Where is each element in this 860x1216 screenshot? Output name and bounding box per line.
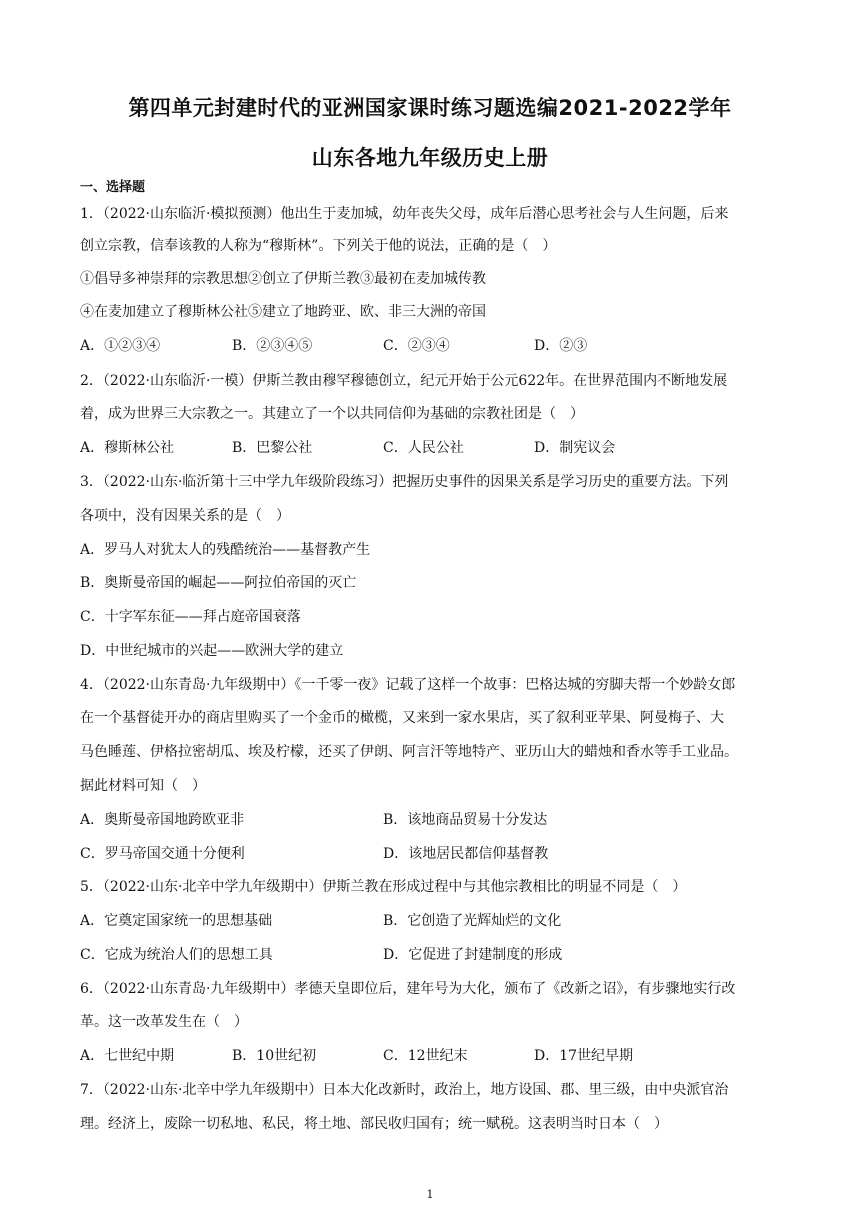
question-7-text: 理。经济上，废除一切私地、私民，将土地、部民收归国有；统一赋税。这表明当时日本（ ） — [80, 1116, 668, 1132]
question-5-option-a: A．它奠定国家统一的思想基础 — [80, 913, 273, 929]
document-title-line2: 山东各地九年级历史上册 — [311, 146, 549, 170]
question-3-text: 3．（2022·山东·临沂第十三中学九年级阶段练习）把握历史事件的因果关系是学习历史的重要方法。下列 — [80, 474, 729, 490]
question-1-option-d: D．②③ — [534, 338, 588, 354]
question-1-option-b: B．②③④⑤ — [232, 338, 313, 354]
question-6-option-a: A．七世纪中期 — [80, 1048, 175, 1064]
question-1-text: 1．（2022·山东临沂·模拟预测）他出生于麦加城，幼年丧失父母，成年后潜心思考社会与人生问题，后来 — [80, 206, 729, 222]
question-2-text: 2．（2022·山东临沂·一模）伊斯兰教由穆罕穆德创立，纪元开始于公元622年。在世界范围内不断地发展 — [80, 373, 728, 389]
question-5-text: 5．（2022·山东·北辛中学九年级期中）伊斯兰教在形成过程中与其他宗教相比的明显不同是（ ） — [80, 879, 687, 895]
question-2-option-c: C．人民公社 — [383, 440, 464, 456]
question-3-option-d: D．中世纪城市的兴起——欧洲大学的建立 — [80, 643, 344, 659]
question-6-text: 6．（2022·山东青岛·九年级期中）孝德天皇即位后，建年号为大化，颁布了《改新之诏》，有步骤地实行改 — [80, 981, 736, 997]
question-1-option-a: A．①②③④ — [80, 338, 161, 354]
question-4-option-b: B．该地商品贸易十分发达 — [383, 812, 548, 828]
question-4-option-a: A．奥斯曼帝国地跨欧亚非 — [80, 812, 245, 828]
question-6-option-b: B．10世纪初 — [232, 1048, 317, 1064]
question-2-option-d: D．制宪议会 — [534, 440, 616, 456]
question-5-option-b: B．它创造了光辉灿烂的文化 — [383, 913, 562, 929]
section-heading: 一、选择题 — [80, 180, 146, 195]
question-3-option-c: C．十字军东征——拜占庭帝国衰落 — [80, 609, 301, 625]
question-4-option-d: D．该地居民都信仰基督教 — [383, 846, 549, 862]
question-4-option-c: C．罗马帝国交通十分便利 — [80, 846, 245, 862]
question-4-text: 在一个基督徒开办的商店里购买了一个金币的橄榄，又来到一家水果店，买了叙利亚苹果、阿曼梅子、大 — [80, 710, 724, 726]
question-4-text: 马色睡莲、伊格拉密胡瓜、埃及柠檬，还买了伊朗、阿言汗等地特产、亚历山大的蜡烛和香水等手工业品。 — [80, 744, 738, 760]
question-4-text: 4．（2022·山东青岛·九年级期中）《一千零一夜》记载了这样一个故事：巴格达城的穷脚夫帮一个妙龄女郎 — [80, 677, 736, 693]
question-1-option-c: C．②③④ — [383, 338, 450, 354]
question-1-statement: ④在麦加建立了穆斯林公社⑤建立了地跨亚、欧、非三大洲的帝国 — [80, 304, 486, 320]
page-number: 1 — [426, 1188, 434, 1201]
question-7-text: 7．（2022·山东·北辛中学九年级期中）日本大化改新时，政治上，地方设国、郡、里三级，由中央派官治 — [80, 1082, 729, 1098]
question-6-option-d: D．17世纪早期 — [534, 1048, 634, 1064]
question-1-statement: ①倡导多神崇拜的宗教思想②创立了伊斯兰教③最初在麦加城传教 — [80, 271, 486, 287]
question-5-option-d: D．它促进了封建制度的形成 — [383, 947, 563, 963]
question-3-text: 各项中，没有因果关系的是（ ） — [80, 508, 290, 524]
question-4-text: 据此材料可知（ ） — [80, 778, 206, 794]
question-1-text: 创立宗教，信奉该教的人称为“穆斯林”。下列关于他的说法，正确的是（ ） — [80, 238, 557, 254]
question-2-option-b: B．巴黎公社 — [232, 440, 313, 456]
question-6-text: 革。这一改革发生在（ ） — [80, 1014, 248, 1030]
question-2-text: 着，成为世界三大宗教之一。其建立了一个以共同信仰为基础的宗教社团是（ ） — [80, 406, 584, 422]
question-6-option-c: C．12世纪末 — [383, 1048, 468, 1064]
question-2-option-a: A．穆斯林公社 — [80, 440, 175, 456]
document-title-line1: 第四单元封建时代的亚洲国家课时练习题选编2021-2022学年 — [128, 96, 732, 120]
question-5-option-c: C．它成为统治人们的思想工具 — [80, 947, 273, 963]
question-3-option-b: B．奥斯曼帝国的崛起——阿拉伯帝国的灭亡 — [80, 575, 357, 591]
question-3-option-a: A．罗马人对犹太人的残酷统治——基督教产生 — [80, 542, 371, 558]
